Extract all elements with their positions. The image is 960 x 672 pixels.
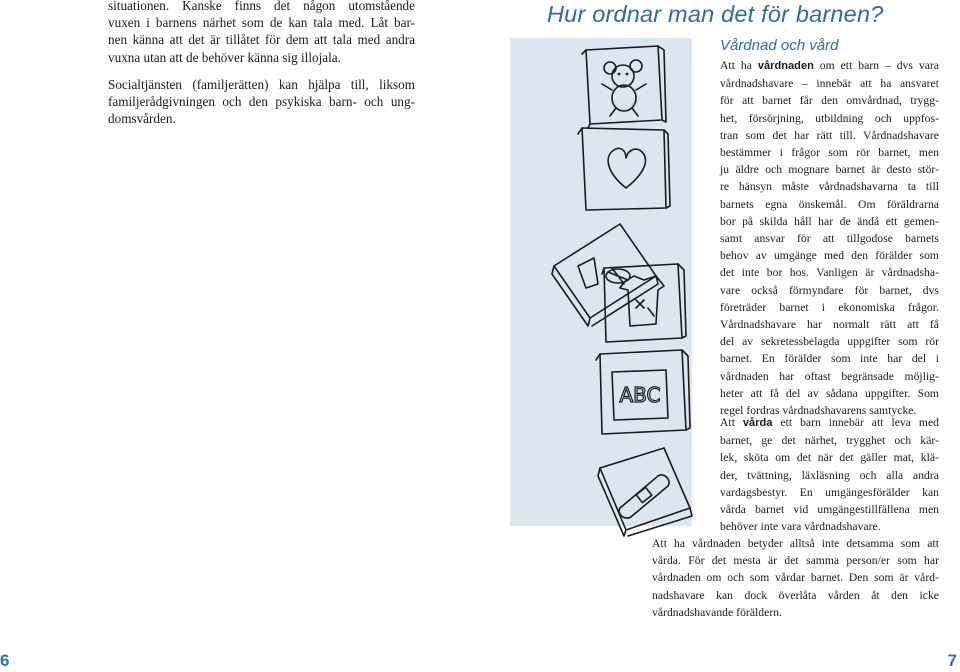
text-line: vårdnaden har oftast begränsade möjlig- bbox=[720, 369, 939, 383]
section-subheading: Vårdnad och vård bbox=[720, 37, 839, 54]
text-line: lek, sköta om det när det gäller mat, klä- bbox=[720, 451, 939, 465]
paragraph-2 bbox=[108, 76, 415, 128]
text-line: Vårdnadshavare har normalt rätt att få bbox=[720, 318, 939, 332]
page-number-right: 7 bbox=[947, 651, 957, 670]
text-line: vårda. För det mesta är det samma person/er som har bbox=[652, 554, 939, 568]
paragraph-1 bbox=[108, 0, 415, 66]
text-line: för att barnet får den omvårdnad, trygg- bbox=[720, 94, 939, 108]
text-line: Socialtjänsten (familjerätten) kan hjälpa till, liksom bbox=[108, 76, 415, 92]
left-page-text bbox=[108, 0, 415, 137]
text-line: domsvården. bbox=[108, 111, 176, 127]
abc-icon bbox=[596, 350, 690, 434]
text-line: bestämmer i frågor som rör barnet, men bbox=[720, 146, 939, 160]
text-line: bor på skilda håll har de ändå ett gemen- bbox=[720, 214, 939, 228]
heart-icon bbox=[578, 128, 670, 210]
text-line: vårdnaden om och som vårdar barnet. Den som är vård- bbox=[652, 571, 939, 585]
text-line: nen känna att det är tillåtet för dem att tala med andra bbox=[108, 32, 415, 48]
text-line: vardagsbestyr. En umgängesförälder kan bbox=[720, 485, 939, 499]
text-line: vuxna utan att de behöver känna sig illojala. bbox=[108, 49, 341, 65]
keyword: vårda bbox=[742, 417, 773, 429]
text-line: vare också förmyndare för barnet, dvs bbox=[720, 283, 939, 297]
text-line: barnets egna önskemål. Om föräldrarna bbox=[720, 197, 939, 211]
right-page bbox=[480, 0, 960, 672]
text-line: behöver inte vara vårdnadshavare. bbox=[720, 520, 881, 534]
text-line: samt ansvar för att tillgodose barnets bbox=[720, 232, 939, 246]
text-fragment: ett barn innebär att leva med bbox=[772, 416, 940, 429]
text-line: vårda barnet vid umgängestillfällena men bbox=[720, 503, 939, 517]
text-line: behov av umgänge med den förälder som bbox=[720, 249, 939, 263]
text-line: nadshavare kan dock överlåta vården åt den icke bbox=[652, 588, 939, 602]
text-fragment: om ett barn – dvs vara bbox=[813, 59, 939, 72]
keyword: vårdnaden bbox=[757, 60, 814, 72]
text-line: der, tvättning, läxläsning och alla andra bbox=[720, 468, 939, 482]
toy-blocks-illustration bbox=[540, 38, 720, 538]
bandage-icon bbox=[598, 448, 692, 536]
text-line: situationen. Kanske finns det någon utomstående bbox=[108, 0, 415, 13]
text-line: familjerådgivningen och den psykiska barn- och ung- bbox=[108, 94, 415, 110]
text-line: ju äldre och mognare barnet är desto stör- bbox=[720, 163, 939, 177]
text-fragment: Att bbox=[720, 416, 743, 429]
text-line: het, försörjning, utbildning och uppfos- bbox=[720, 111, 939, 125]
text-line: vårdnadshavande föräldern. bbox=[652, 605, 783, 619]
text-line: företräder barnet i ekonomiska frågor. bbox=[720, 300, 939, 314]
text-line: tran som det har rätt till. Vårdnadshavare bbox=[720, 128, 939, 142]
text-line: barnet. En förälder som inte har del i bbox=[720, 352, 939, 366]
text-line: Att ha vårdnaden betyder alltså inte detsamma som att bbox=[652, 537, 939, 550]
text-line: vuxen i barnens närhet som de kan tala med. Låt bar- bbox=[108, 15, 415, 31]
text-line: vårdnadshavare – innebär att ha ansvaret bbox=[720, 77, 939, 91]
text-line: det inte bor hos. Vanligen är vårdnadsha- bbox=[720, 266, 939, 280]
text-line bbox=[720, 414, 939, 432]
page-number-left: 6 bbox=[0, 651, 10, 670]
definition-vardnad bbox=[720, 57, 939, 419]
text-line: regel fordras vårdnadshavarens samtycke. bbox=[720, 404, 917, 418]
text-fragment: Att ha bbox=[720, 59, 758, 72]
text-line bbox=[720, 57, 939, 75]
abc-text: ABC bbox=[619, 383, 661, 407]
text-line: barnet, ge det närhet, trygghet och kär- bbox=[720, 434, 939, 448]
text-line: del av sekretessbelagda uppgifter som rör bbox=[720, 335, 939, 349]
teddy-bear-icon bbox=[582, 46, 666, 128]
summary-paragraph bbox=[652, 535, 939, 621]
text-line: heter att få del av sådana uppgifter. Som bbox=[720, 386, 939, 400]
page-heading: Hur ordnar man det för barnen? bbox=[547, 1, 884, 27]
text-line: re hänsyn måste vårdnadshavarna ta till bbox=[720, 180, 939, 194]
definition-varda bbox=[720, 414, 939, 535]
